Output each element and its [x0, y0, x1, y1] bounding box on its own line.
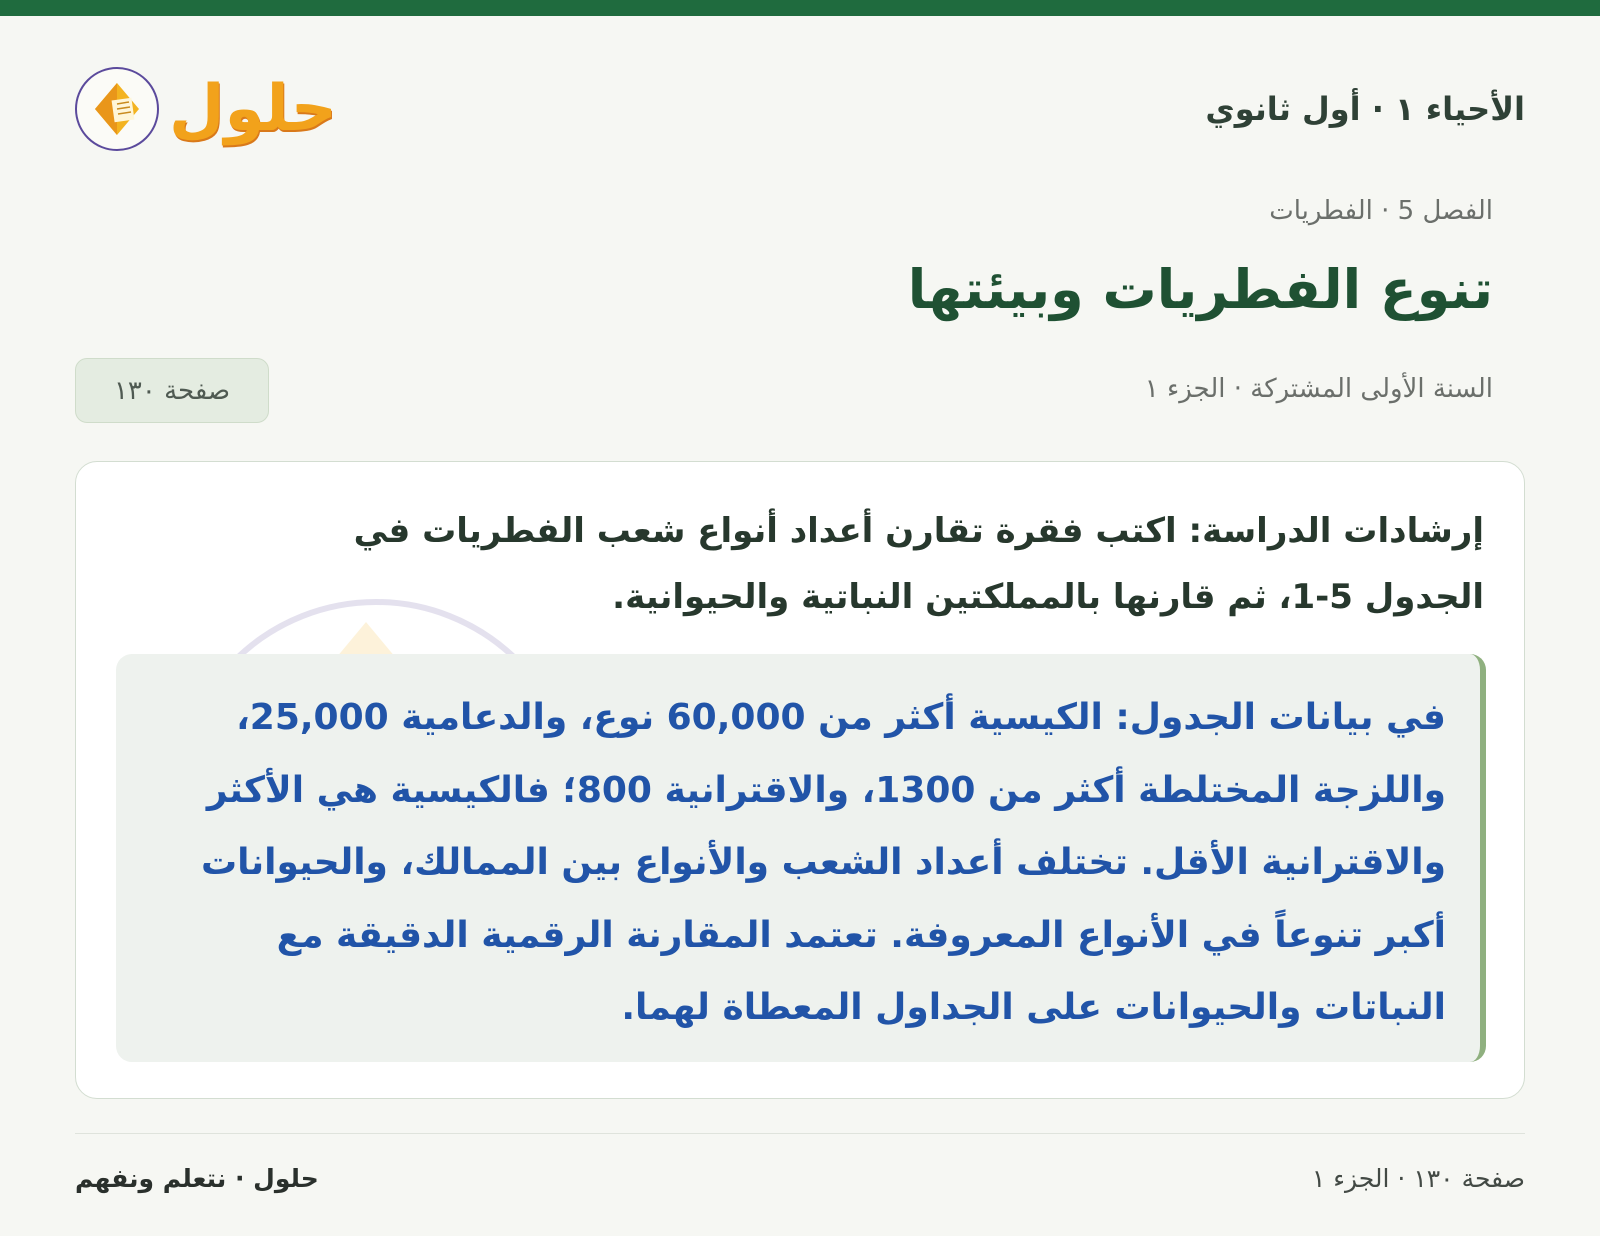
logo-wordmark: حلول: [169, 72, 337, 146]
study-instructions: إرشادات الدراسة: اكتب فقرة تقارن أعداد أنواع شعب الفطريات في الجدول 5-1، ثم قارنها بالمملكتين النباتية والحيوانية.: [353, 511, 1484, 617]
page-title: تنوع الفطريات وبيئتها: [907, 258, 1493, 321]
subject-title: الأحياء ١ · أول ثانوي: [1205, 90, 1525, 128]
chapter-label: الفصل 5 · الفطريات: [1269, 196, 1493, 226]
footer-brand: حلول · نتعلم ونفهم: [75, 1164, 319, 1193]
answer-text: في بيانات الجدول: الكيسية أكثر من 60,000 نوع، والدعامية 25,000، واللزجة المختلطة أكثر من 1300، والاقترانية 800؛ فالكيسية هي الأكثر والاقترانية الأقل. تختلف أعداد الشعب والأنواع بين الممالك، والحيوانات أكبر تنوعاً في الأنواع المعروفة. تعتمد المقارنة الرقمية الدقيقة مع النباتات والحيوانات على الجداول المعطاة لهما.: [200, 697, 1446, 1028]
question-card: [75, 461, 1525, 1099]
site-logo[interactable]: [75, 67, 337, 151]
page-number-badge: صفحة ١٣٠: [75, 358, 269, 423]
page-header: [75, 56, 1525, 162]
answer-box: [116, 654, 1486, 1062]
edition-label: السنة الأولى المشتركة · الجزء ١: [1144, 374, 1493, 404]
footer-divider: [75, 1133, 1525, 1134]
top-accent-bar: [0, 0, 1600, 16]
book-icon: [75, 67, 159, 151]
footer-page-info: صفحة ١٣٠ · الجزء ١: [1311, 1164, 1525, 1193]
